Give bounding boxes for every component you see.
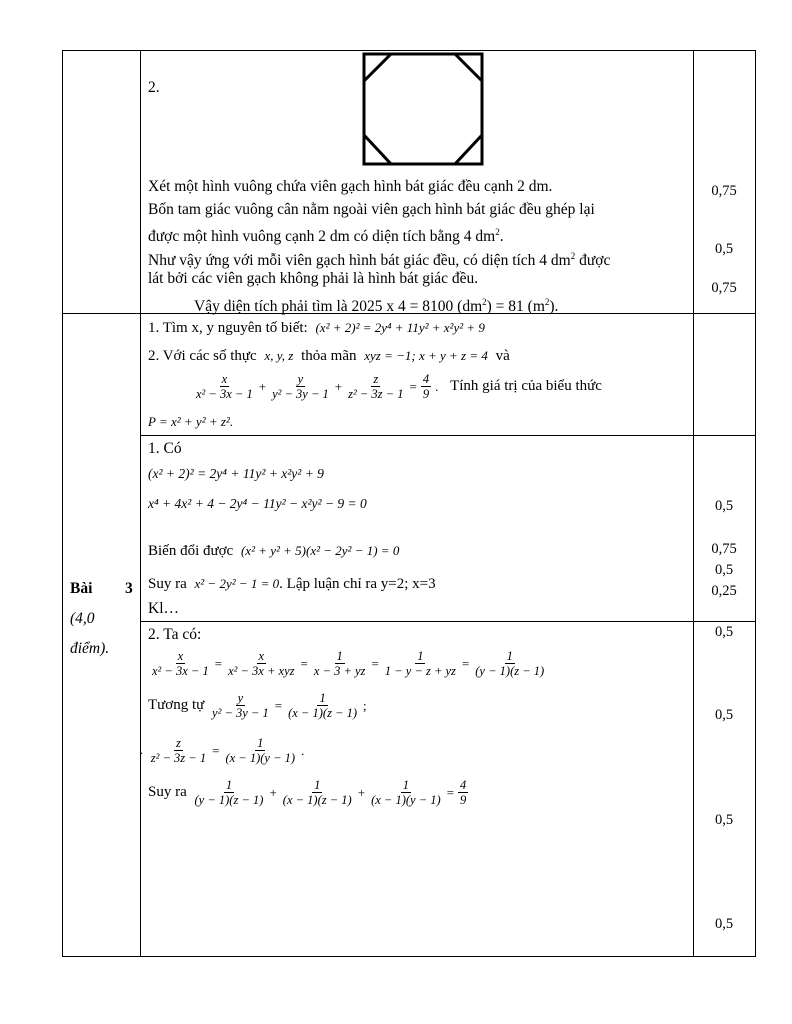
sol1-deduce: Suy ra x² − 2y² − 1 = 0. Lập luận chỉ ra y=2; x=3 bbox=[148, 576, 436, 592]
score-s2c: 0,5 bbox=[714, 812, 734, 828]
para-3a: Như vậy ứng với mỗi viên gạch hình bát giác đều, có diện tích 4 $dm^2$ được bbox=[148, 251, 611, 270]
conclusion: Vậy diện tích phải tìm là 2025 x 4 = 8100 $(dm^2) = 81$ $(m^2)$. bbox=[194, 297, 559, 316]
score-a2: 0,5 bbox=[714, 241, 734, 257]
problem-q2-fractions: $\frac{x}{\text{x² − 3x − 1}}$ + $\frac{y}{\text{y² − 3y − 1}}$ + $\frac{z}{\text{z² − 3z − 1}}$ = $\frac{4}{9}$ . Tính giá trị của biểu thức bbox=[196, 372, 602, 401]
score-a3: 0,75 bbox=[711, 280, 737, 296]
para-2a: Bốn tam giác vuông cân nằm ngoài viên gạch hình bát giác đều ghép lại bbox=[148, 201, 595, 218]
sol1-eq2: x⁴ + 4x² + 4 − 2y⁴ − 11y² − x²y² − 9 = 0 bbox=[148, 496, 367, 511]
sol2-similar: Tương tự $\frac{y}{\text{y² − 3y − 1}}$ = $\frac{1}{(x - 1)(z - 1)}$ ; bbox=[148, 691, 367, 720]
sol1-title: 1. Có bbox=[148, 440, 182, 457]
score-s2d: 0,5 bbox=[714, 916, 734, 932]
sol1-kl: Kl… bbox=[148, 600, 179, 617]
row-divider-2 bbox=[140, 435, 756, 436]
score-s1c: 0,5 bbox=[714, 562, 734, 578]
sol2-z-frac: . $\frac{z}{\text{z² − 3z − 1}}$ = $\frac{1}{(x - 1)(y - 1)}$ . bbox=[140, 736, 305, 765]
para-3b: lát bởi các viên gạch không phải là hình bát giác đều. bbox=[148, 270, 479, 287]
sol1-eq1: (x² + 2)² = 2y⁴ + 11y² + x²y² + 9 bbox=[148, 466, 324, 481]
score-s1a: 0,5 bbox=[714, 498, 734, 514]
score-s1b: 0,75 bbox=[711, 541, 737, 557]
table-border-bottom bbox=[62, 956, 756, 957]
bai-number: 3 bbox=[125, 580, 133, 597]
sol2-title: 2. Ta có: bbox=[148, 626, 202, 643]
table-border-left bbox=[62, 50, 63, 957]
sol2-chain: $\frac{x}{\text{x² − 3x − 1}}$ = $\frac{x}{\text{x² − 3x + xyz}}$ = $\frac{1}{x - 3 + yz}$ = $\frac{1}{1 - y - z + yz}$ = $\frac{1}{(y - 1)(z - 1)}$ bbox=[152, 649, 545, 678]
bai-points-unit: điểm). bbox=[70, 640, 110, 657]
part-number: 2. bbox=[148, 79, 160, 96]
score-a1: 0,75 bbox=[711, 183, 737, 199]
score-divider bbox=[693, 313, 756, 314]
column-divider-2 bbox=[693, 50, 694, 957]
sol1-transform: Biến đổi được (x² + y² + 5)(x² − 2y² − 1) = 0 bbox=[148, 543, 400, 559]
score-s2b: 0,5 bbox=[714, 707, 734, 723]
problem-q1: 1. Tìm x, y nguyên tố biết: (x² + 2)² = 2y⁴ + 11y² + x²y² + 9 bbox=[148, 320, 485, 336]
problem-q2: 2. Với các số thực x, y, z thỏa mãn xyz = −1; x + y + z = 4 và bbox=[148, 348, 510, 364]
row-divider-3 bbox=[140, 621, 756, 622]
table-border-right bbox=[755, 50, 756, 957]
bai-points: (4,0 bbox=[70, 610, 95, 627]
sol2-deduce: Suy ra $\frac{1}{(y - 1)(z - 1)}$ + $\frac{1}{(x - 1)(z - 1)}$ + $\frac{1}{(x - 1)(y - 1)}$ = $\frac{4}{9}$ bbox=[148, 778, 467, 807]
column-divider-1 bbox=[140, 50, 141, 957]
problem-P: P = x² + y² + z². bbox=[148, 414, 234, 429]
bai-label: Bài bbox=[70, 580, 93, 597]
para-1: Xét một hình vuông chứa viên gạch hình bát giác đều cạnh 2 dm. bbox=[148, 178, 553, 195]
octagon-tile-figure bbox=[360, 50, 486, 168]
score-s1d: 0,25 bbox=[711, 583, 737, 599]
para-2b: được một hình vuông cạnh 2 dm có diện tích bằng 4 $dm^2$. bbox=[148, 227, 504, 246]
score-s2a: 0,5 bbox=[714, 624, 734, 640]
